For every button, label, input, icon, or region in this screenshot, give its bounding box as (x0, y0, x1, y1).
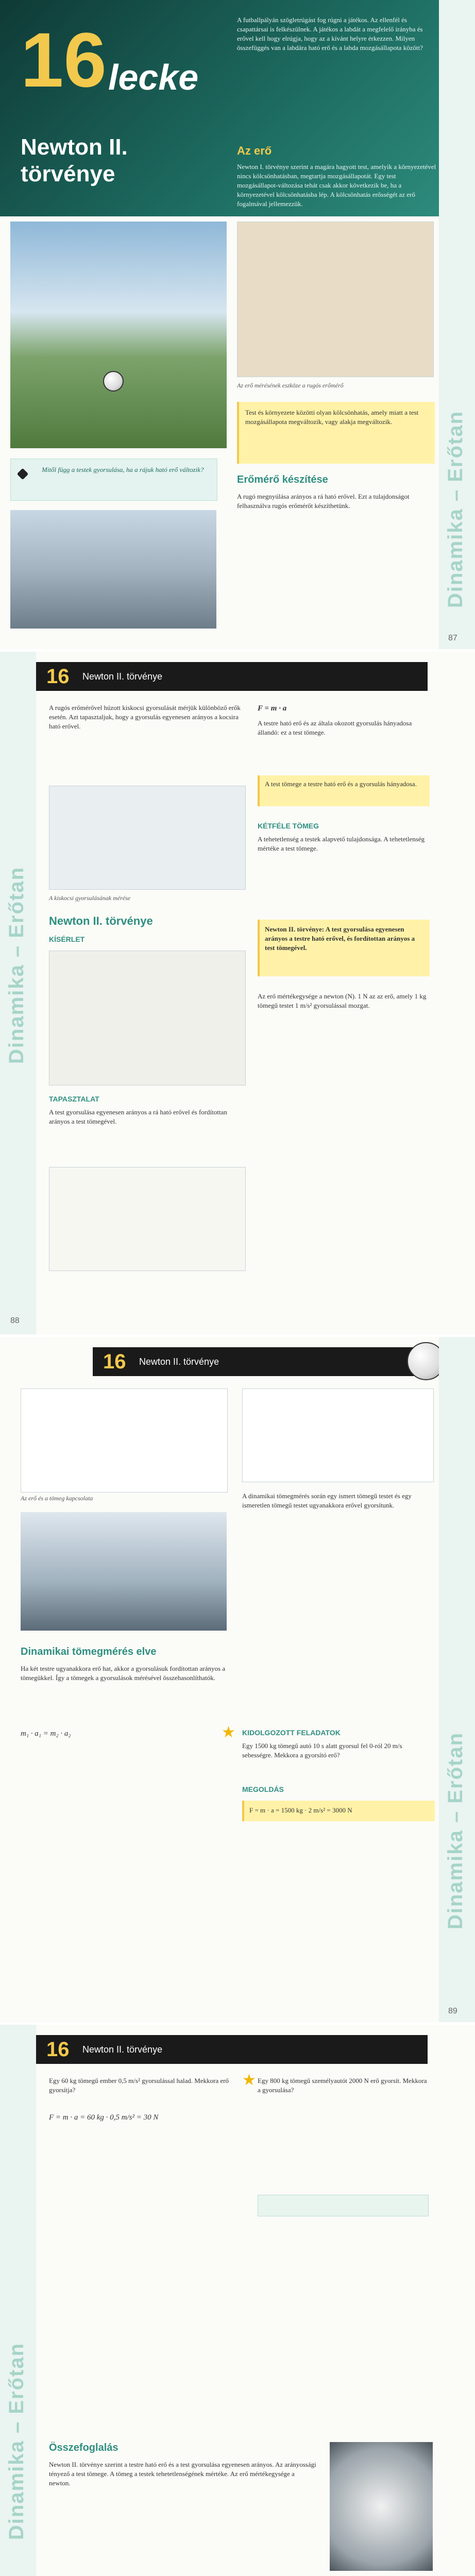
header-bar (36, 2035, 428, 2064)
answer-box (258, 2195, 429, 2216)
intro-text: A rugós erőmérővel húzott kiskocsi gyorsulását mérjük különböző erők esetén. Azt tapasztaljuk, hogy a gyorsulás egyenesen arányos a kocsira ható erővel. (49, 704, 241, 730)
page-88 (0, 652, 475, 1334)
section-title: Összefoglalás (49, 2442, 118, 2453)
calc-text: F = m · a = 60 kg · 0,5 m/s² = 30 N (49, 2113, 159, 2122)
formula-title: F = m · a (258, 704, 287, 713)
pulley-figure (242, 1388, 434, 1482)
section-title-eromero: Erőmérő készítése (237, 474, 328, 485)
result-box (242, 1801, 435, 1821)
sidebar-right (439, 1337, 475, 2022)
page-title: Newton II. törvénye (21, 134, 128, 187)
experiment-figure (49, 786, 246, 890)
intro-text: A futballpályán szögletrúgást fog rúgni a játékos. Az ellenfél és csapattársai is felkészülnek. A játékos a labdát a megfelelő irányba és erővel kell hogy elrúgja, hogy az a kívánt helyre érkezzen. Milyen összefüggés van a labdára ható erő és a labda mozgásállapota között? (237, 16, 423, 52)
sidebar-left (0, 2025, 36, 2576)
definition-box (237, 402, 435, 464)
force-figure (21, 1388, 228, 1493)
car-photo (21, 1512, 227, 1631)
page-90 (0, 2025, 475, 2576)
header-chapter-number: 16 (103, 1350, 126, 1373)
ketfele-title: KÉTFÉLE TÖMEG (258, 822, 319, 830)
side-label: Dinamika – Erőtan (444, 410, 467, 608)
section-text-eromero: A rugó megnyúlása arányos a rá ható erővel. Ezt a tulajdonságot felhasználva rugós erőmérőt készíthetünk. (237, 493, 410, 510)
chapter-number: 16 (21, 16, 107, 103)
task-text: Egy 60 kg tömegű ember 0,5 m/s² gyorsulással halad. Mekkora erő gyorsítja? (49, 2077, 229, 2094)
formula: m₁ · a₁ = m₂ · a₂ (21, 1730, 71, 1738)
page-89 (0, 1337, 475, 2022)
kidolgozott-title: KIDOLGOZOTT FELADATOK (242, 1728, 341, 1737)
header-title: Newton II. törvénye (82, 671, 163, 682)
section-title-ero: Az erő (237, 144, 272, 157)
graph-figure (49, 1167, 246, 1271)
page-number: 88 (10, 1316, 20, 1325)
question-box (10, 459, 217, 501)
yellow-definition (258, 775, 430, 806)
definition-text: Test és környezete közötti olyan kölcsönhatás, amely miatt a test mozgásállapota megváltozik, vagy alakja megváltozik. (245, 409, 419, 426)
star-icon: ★ (242, 2071, 256, 2089)
page-number: 89 (448, 2007, 457, 2015)
bottom-photo (10, 510, 216, 629)
figure-caption: Az erő és a tömeg kapcsolata (21, 1495, 93, 1502)
summary-text: Newton II. törvénye szerint a testre ható erő és a test gyorsulása egyenesen arányos. Az arányossági tényező a test tömege. A tömeg a testek tehetetlenségének mértéke. Az erő mértékegysége a newton. (49, 2461, 316, 2487)
cart-figure (49, 951, 246, 1086)
section-text-ero: Newton I. törvénye szerint a magára hagyott test, amelyik a környezetével nincs kölcsönhatásban, megtartja mozgásállapotát. Egy test mozgásállapot-változása tehát csak akkor következik be, ha a környezetével kölcsönhatásba lép. A kölcsönhatás erősségét az erő fogalmával jellemezzük. (237, 163, 436, 208)
header-title: Newton II. törvénye (82, 2044, 163, 2055)
chapter-word: lecke (108, 57, 199, 97)
section-title: Newton II. törvénye (49, 914, 153, 927)
ketfele-text: A tehetetlenség a testek alapvető tulajdonsága. A tehetetlenség mértéke a test tömege. (258, 835, 425, 852)
feladat-text: Egy 1500 kg tömegű autó 10 s alatt gyorsul fel 0-ról 20 m/s sebességre. Mekkora a gyorsító erő? (242, 1742, 402, 1759)
result-text: F = m · a = 1500 kg · 2 m/s² = 3000 N (249, 1806, 352, 1814)
section-text: Ha két testre ugyanakkora erő hat, akkor a gyorsulásuk fordítottan arányos a tömegükkel. Így a tömegek a gyorsulások mérésével összehasonlíthatók. (21, 1665, 226, 1682)
side-label: Dinamika – Erőtan (444, 1732, 467, 1929)
newton-law-box (258, 920, 430, 976)
right-text: A testre ható erő és az általa okozott gyorsulás hányadosa állandó: ez a test tömege. (258, 719, 412, 736)
megoldas-title: MEGOLDÁS (242, 1785, 284, 1793)
tapasztalat-text: A test gyorsulása egyenesen arányos a rá ható erővel és fordítottan arányos a test tömegével. (49, 1108, 227, 1125)
side-label: Dinamika – Erőtan (5, 2342, 28, 2540)
header-chapter-number: 16 (46, 665, 70, 688)
right-task: Egy 800 kg tömegű személyautót 2000 N erő gyorsít. Mekkora a gyorsulása? (258, 2077, 427, 2094)
star-icon: ★ (222, 1723, 235, 1741)
spring-scale-photo (237, 222, 434, 377)
yellow-text: A test tömege a testre ható erő és a gyorsulás hányadosa. (265, 780, 417, 788)
astronaut-photo (330, 2442, 433, 2571)
sidebar-right (439, 0, 475, 649)
right-text: A dinamikai tömegmérés során egy ismert tömegű testet és egy ismeretlen tömegű testet ugyanakkora erővel gyorsítunk. (242, 1492, 412, 1509)
sidebar-left (0, 652, 36, 1334)
unit-text: Az erő mértékegysége a newton (N). 1 N az az erő, amely 1 kg tömegű testet 1 m/s² gyorsulással mozgat. (258, 992, 427, 1009)
header-title: Newton II. törvénye (139, 1357, 219, 1367)
figure-caption: A kiskocsi gyorsulásának mérése (49, 894, 131, 902)
football-ball (103, 371, 124, 392)
header-bar (36, 662, 428, 691)
page-number: 87 (448, 634, 457, 642)
section-title: Dinamikai tömegmérés elve (21, 1646, 157, 1657)
question-text: Mitől függ a testek gyorsulása, ha a rájuk ható erő változik? (42, 466, 204, 473)
page-87 (0, 0, 475, 649)
subsection-tapasztalat: TAPASZTALAT (49, 1095, 99, 1103)
photo-caption: Az erő mérésének eszköze a rugós erőmérő (237, 382, 344, 389)
football-photo (10, 222, 227, 448)
newton-law-text: Newton II. törvénye: A test gyorsulása egyenesen arányos a testre ható erővel, és fordítottan arányos a test tömegével. (265, 925, 415, 952)
subsection-kiserlet: KÍSÉRLET (49, 935, 85, 943)
side-label: Dinamika – Erőtan (5, 866, 28, 1064)
calculation-area (49, 2138, 245, 2427)
header-bar (93, 1347, 433, 1376)
header-chapter-number: 16 (46, 2038, 70, 2061)
